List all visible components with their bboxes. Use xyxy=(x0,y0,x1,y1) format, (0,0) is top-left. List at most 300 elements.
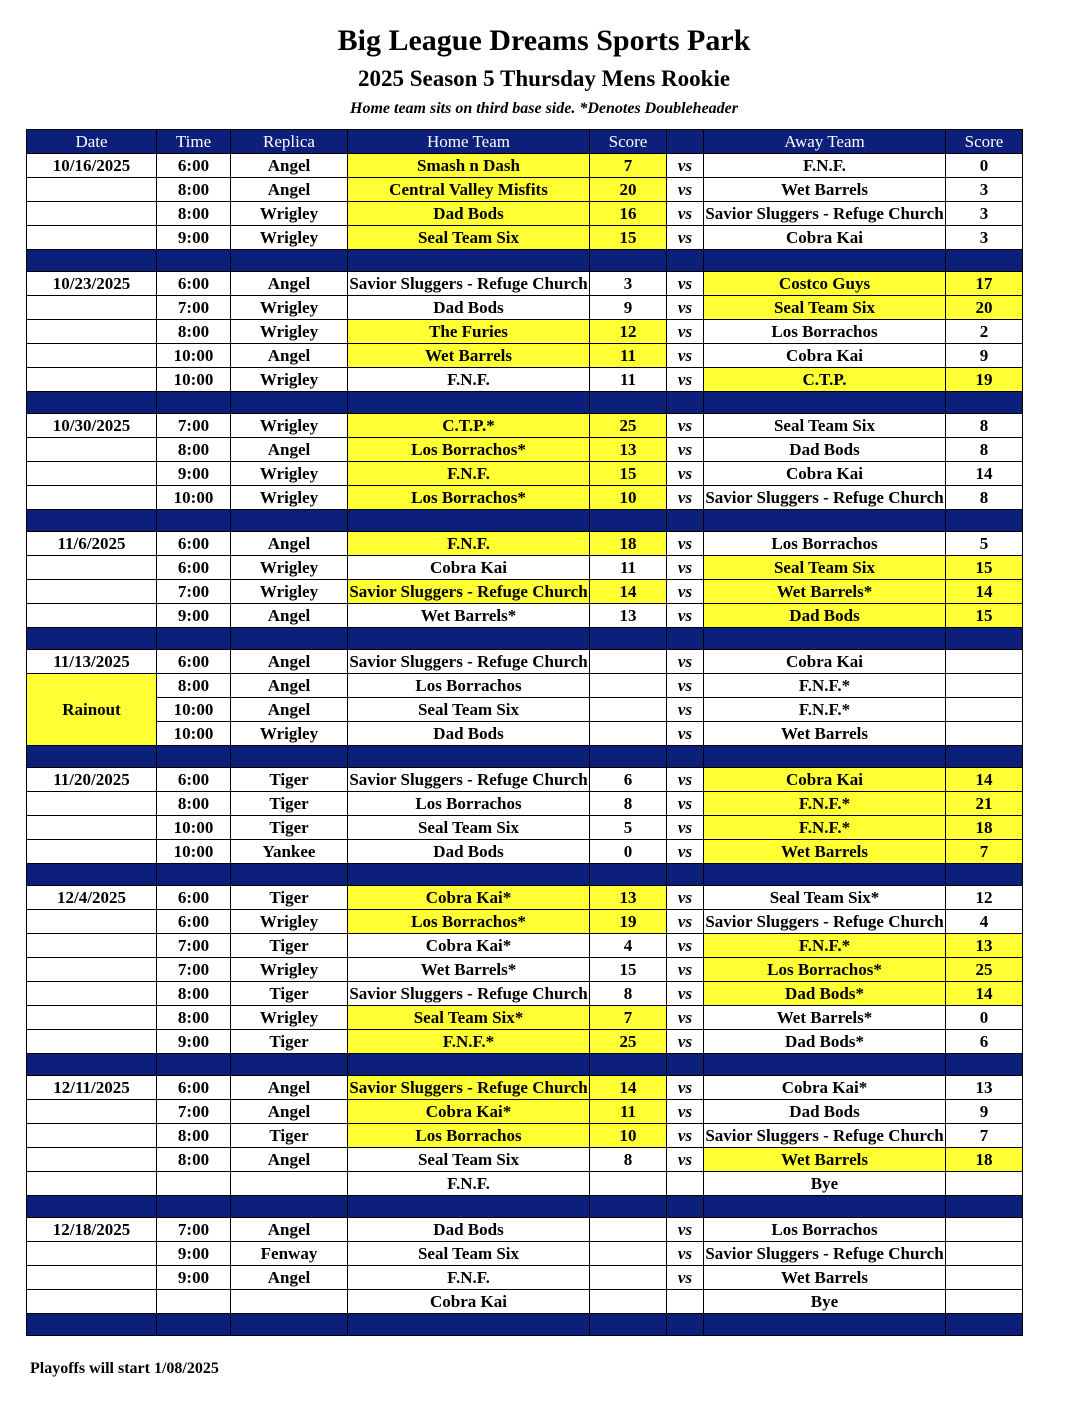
home-team-name: Wet Barrels* xyxy=(420,606,517,625)
separator-cell xyxy=(946,746,1023,768)
table-row xyxy=(27,1266,1023,1290)
away-team xyxy=(704,226,946,250)
game-time: 7:00 xyxy=(157,1218,231,1242)
game-field: Tiger xyxy=(231,1030,348,1054)
away-team-name: C.T.P. xyxy=(802,370,847,389)
away-score: 9 xyxy=(946,1100,1023,1124)
away-score: 8 xyxy=(946,486,1023,510)
separator-cell xyxy=(157,1054,231,1076)
schedule-note: Home team sits on third base side. *Denotes Doubleheader xyxy=(350,100,738,117)
game-time: 7:00 xyxy=(157,580,231,604)
away-team-name: Los Borrachos xyxy=(771,322,878,341)
home-score: 11 xyxy=(590,344,667,368)
home-team-name: Cobra Kai xyxy=(430,558,507,577)
table-row xyxy=(27,604,1023,628)
game-field: Wrigley xyxy=(231,486,348,510)
away-team xyxy=(704,604,946,628)
table-row xyxy=(27,202,1023,226)
away-team xyxy=(704,272,946,296)
home-team-name: Wet Barrels* xyxy=(420,960,517,979)
home-team xyxy=(348,226,590,250)
home-team-name: Savior Sluggers - Refuge Church xyxy=(349,1078,588,1097)
game-date-empty xyxy=(27,816,157,840)
home-team xyxy=(348,532,590,556)
game-field: Wrigley xyxy=(231,296,348,320)
separator-cell xyxy=(946,250,1023,272)
away-team xyxy=(704,1290,946,1314)
away-team-name: Wet Barrels xyxy=(780,724,869,743)
home-team-name: Los Borrachos xyxy=(415,794,522,813)
week-separator xyxy=(27,250,1023,272)
game-field: Angel xyxy=(231,1076,348,1100)
game-time: 9:00 xyxy=(157,1030,231,1054)
away-team-name: Seal Team Six xyxy=(773,558,876,577)
vs-label: vs xyxy=(667,768,704,792)
vs-label: vs xyxy=(667,910,704,934)
game-field: Wrigley xyxy=(231,202,348,226)
vs-label: vs xyxy=(667,368,704,392)
game-field: Wrigley xyxy=(231,722,348,746)
away-team-name: Savior Sluggers - Refuge Church xyxy=(705,1126,944,1145)
separator-cell xyxy=(590,628,667,650)
table-row xyxy=(27,934,1023,958)
week-separator xyxy=(27,864,1023,886)
game-date-empty xyxy=(27,580,157,604)
away-score: 8 xyxy=(946,414,1023,438)
game-time: 9:00 xyxy=(157,1266,231,1290)
away-score xyxy=(946,1266,1023,1290)
home-score xyxy=(590,1242,667,1266)
home-team-name: Los Borrachos xyxy=(415,676,522,695)
home-team-name: Los Borrachos* xyxy=(411,488,526,507)
away-team xyxy=(704,768,946,792)
away-team-name: Cobra Kai* xyxy=(781,1078,868,1097)
home-score: 4 xyxy=(590,934,667,958)
game-time: 8:00 xyxy=(157,792,231,816)
home-team xyxy=(348,1172,590,1196)
home-score: 8 xyxy=(590,982,667,1006)
away-score: 12 xyxy=(946,886,1023,910)
away-team xyxy=(704,344,946,368)
separator-cell xyxy=(946,1196,1023,1218)
vs-label: vs xyxy=(667,792,704,816)
table-row xyxy=(27,1030,1023,1054)
separator-cell xyxy=(704,392,946,414)
away-score: 5 xyxy=(946,532,1023,556)
separator-cell xyxy=(704,864,946,886)
away-score: 4 xyxy=(946,910,1023,934)
separator-cell xyxy=(348,1314,590,1336)
game-date-empty xyxy=(27,296,157,320)
home-team xyxy=(348,462,590,486)
game-field: Fenway xyxy=(231,1242,348,1266)
game-field: Wrigley xyxy=(231,226,348,250)
away-team xyxy=(704,1076,946,1100)
away-team xyxy=(704,1148,946,1172)
game-field: Wrigley xyxy=(231,320,348,344)
vs-label: vs xyxy=(667,722,704,746)
vs-label: vs xyxy=(667,816,704,840)
game-time: 6:00 xyxy=(157,532,231,556)
away-team-name: Wet Barrels xyxy=(780,1150,869,1169)
game-field: Tiger xyxy=(231,816,348,840)
game-time: 6:00 xyxy=(157,1076,231,1100)
separator-cell xyxy=(667,746,704,768)
away-score: 19 xyxy=(946,368,1023,392)
game-time: 6:00 xyxy=(157,272,231,296)
vs-label: vs xyxy=(667,1266,704,1290)
away-score xyxy=(946,1172,1023,1196)
home-team-name: Seal Team Six xyxy=(417,700,520,719)
game-date-empty xyxy=(27,1006,157,1030)
week-separator xyxy=(27,746,1023,768)
home-score: 14 xyxy=(590,1076,667,1100)
home-team xyxy=(348,816,590,840)
home-score: 8 xyxy=(590,1148,667,1172)
home-team xyxy=(348,154,590,178)
vs-label: vs xyxy=(667,674,704,698)
away-team-name: Costco Guys xyxy=(778,274,871,293)
separator-cell xyxy=(157,392,231,414)
game-time: 8:00 xyxy=(157,178,231,202)
game-date-empty xyxy=(27,462,157,486)
game-date-empty xyxy=(27,438,157,462)
vs-label: vs xyxy=(667,604,704,628)
vs-label: vs xyxy=(667,320,704,344)
table-row xyxy=(27,910,1023,934)
game-field: Wrigley xyxy=(231,414,348,438)
separator-cell xyxy=(667,1314,704,1336)
away-score: 13 xyxy=(946,934,1023,958)
separator-cell xyxy=(157,628,231,650)
separator-cell xyxy=(231,1314,348,1336)
vs-label: vs xyxy=(667,1242,704,1266)
game-date-empty xyxy=(27,1100,157,1124)
home-score xyxy=(590,1266,667,1290)
week-separator xyxy=(27,628,1023,650)
home-team xyxy=(348,910,590,934)
home-team xyxy=(348,698,590,722)
game-date-empty xyxy=(27,178,157,202)
game-date: 11/13/2025 xyxy=(27,650,157,674)
home-score: 0 xyxy=(590,840,667,864)
game-time: 7:00 xyxy=(157,958,231,982)
home-score: 5 xyxy=(590,816,667,840)
separator-cell xyxy=(348,1054,590,1076)
home-score: 8 xyxy=(590,792,667,816)
separator-cell xyxy=(590,1314,667,1336)
away-team-name: Wet Barrels xyxy=(780,842,869,861)
away-team-name: Savior Sluggers - Refuge Church xyxy=(705,912,944,931)
game-time: 7:00 xyxy=(157,296,231,320)
game-date-empty xyxy=(27,792,157,816)
home-score xyxy=(590,674,667,698)
game-date-empty xyxy=(27,202,157,226)
table-row xyxy=(27,792,1023,816)
table-row xyxy=(27,368,1023,392)
vs-label: vs xyxy=(667,344,704,368)
home-score xyxy=(590,1172,667,1196)
away-score xyxy=(946,674,1023,698)
game-field: Angel xyxy=(231,604,348,628)
home-team-name: Seal Team Six xyxy=(417,1244,520,1263)
home-team xyxy=(348,650,590,674)
game-date-empty xyxy=(27,1290,157,1314)
home-team-name: Seal Team Six xyxy=(417,228,520,247)
home-score: 10 xyxy=(590,1124,667,1148)
vs-label: vs xyxy=(667,886,704,910)
away-team-name: F.N.F.* xyxy=(798,700,851,719)
away-team-name: Dad Bods xyxy=(789,606,860,625)
away-team-name: Seal Team Six xyxy=(773,298,876,317)
separator-cell xyxy=(667,628,704,650)
separator-cell xyxy=(157,510,231,532)
game-time: 6:00 xyxy=(157,768,231,792)
separator-cell xyxy=(348,746,590,768)
vs-label: vs xyxy=(667,556,704,580)
separator-cell xyxy=(946,1054,1023,1076)
separator-cell xyxy=(704,1196,946,1218)
game-field: Angel xyxy=(231,650,348,674)
separator-cell xyxy=(348,628,590,650)
away-team-name: Bye xyxy=(810,1292,839,1311)
separator-cell xyxy=(27,250,157,272)
away-score: 18 xyxy=(946,1148,1023,1172)
home-score: 7 xyxy=(590,154,667,178)
game-field: Angel xyxy=(231,532,348,556)
vs-label: vs xyxy=(667,958,704,982)
separator-cell xyxy=(704,1054,946,1076)
away-team-name: Wet Barrels xyxy=(780,180,869,199)
separator-cell xyxy=(946,1314,1023,1336)
separator-cell xyxy=(704,746,946,768)
separator-cell xyxy=(590,1196,667,1218)
separator-cell xyxy=(946,628,1023,650)
separator-cell xyxy=(590,392,667,414)
game-field: Wrigley xyxy=(231,958,348,982)
separator-cell xyxy=(667,510,704,532)
away-team-name: Cobra Kai xyxy=(786,228,863,247)
game-time: 10:00 xyxy=(157,698,231,722)
game-time: 10:00 xyxy=(157,816,231,840)
table-header-row xyxy=(27,130,1023,154)
game-field: Wrigley xyxy=(231,556,348,580)
home-score: 15 xyxy=(590,462,667,486)
game-date-empty xyxy=(27,368,157,392)
home-team xyxy=(348,344,590,368)
away-team-name: Cobra Kai xyxy=(786,464,863,483)
away-team xyxy=(704,438,946,462)
away-score: 15 xyxy=(946,604,1023,628)
separator-cell xyxy=(704,628,946,650)
home-score: 9 xyxy=(590,296,667,320)
game-date: 10/23/2025 xyxy=(27,272,157,296)
season-subtitle: 2025 Season 5 Thursday Mens Rookie xyxy=(357,66,731,91)
vs-label: vs xyxy=(667,1218,704,1242)
game-time: 6:00 xyxy=(157,650,231,674)
table-row xyxy=(27,722,1023,746)
home-team xyxy=(348,792,590,816)
separator-cell xyxy=(231,392,348,414)
table-row xyxy=(27,296,1023,320)
game-date: 12/18/2025 xyxy=(27,1218,157,1242)
table-row xyxy=(27,982,1023,1006)
away-score xyxy=(946,722,1023,746)
away-score: 17 xyxy=(946,272,1023,296)
away-team xyxy=(704,1218,946,1242)
game-time: 10:00 xyxy=(157,722,231,746)
game-field: Angel xyxy=(231,272,348,296)
home-score xyxy=(590,698,667,722)
game-date: 10/16/2025 xyxy=(27,154,157,178)
game-date-empty xyxy=(27,604,157,628)
home-team xyxy=(348,958,590,982)
game-field: Angel xyxy=(231,438,348,462)
away-score: 2 xyxy=(946,320,1023,344)
game-date: 11/6/2025 xyxy=(27,532,157,556)
home-score: 13 xyxy=(590,438,667,462)
separator-cell xyxy=(704,1314,946,1336)
table-row xyxy=(27,486,1023,510)
table-row xyxy=(27,840,1023,864)
home-score: 19 xyxy=(590,910,667,934)
away-team xyxy=(704,320,946,344)
away-team-name: Dad Bods* xyxy=(785,1032,864,1051)
away-team-name: Bye xyxy=(810,1174,839,1193)
away-team xyxy=(704,1030,946,1054)
away-team-name: Cobra Kai xyxy=(786,346,863,365)
separator-cell xyxy=(27,1054,157,1076)
separator-cell xyxy=(157,1314,231,1336)
home-team xyxy=(348,768,590,792)
game-time: 8:00 xyxy=(157,674,231,698)
table-row xyxy=(27,556,1023,580)
separator-cell xyxy=(157,746,231,768)
game-time: 10:00 xyxy=(157,840,231,864)
separator-cell xyxy=(27,746,157,768)
away-team-name: F.N.F.* xyxy=(798,794,851,813)
home-team xyxy=(348,674,590,698)
separator-cell xyxy=(348,864,590,886)
away-team xyxy=(704,1100,946,1124)
table-row xyxy=(27,886,1023,910)
away-score xyxy=(946,1242,1023,1266)
home-team-name: Savior Sluggers - Refuge Church xyxy=(349,274,588,293)
away-team xyxy=(704,650,946,674)
home-team-name: Seal Team Six* xyxy=(413,1008,524,1027)
separator-cell xyxy=(667,1054,704,1076)
game-date-empty xyxy=(27,1124,157,1148)
table-row xyxy=(27,272,1023,296)
game-field: Tiger xyxy=(231,934,348,958)
away-team xyxy=(704,958,946,982)
game-date-empty xyxy=(27,1266,157,1290)
col-header-home-team: Home Team xyxy=(348,130,590,154)
away-team-name: Wet Barrels* xyxy=(776,1008,873,1027)
game-time: 6:00 xyxy=(157,910,231,934)
separator-cell xyxy=(667,1196,704,1218)
col-header-vs xyxy=(667,130,704,154)
home-score: 7 xyxy=(590,1006,667,1030)
separator-cell xyxy=(231,746,348,768)
vs-label: vs xyxy=(667,178,704,202)
away-team-name: F.N.F.* xyxy=(798,676,851,695)
vs-label: vs xyxy=(667,1006,704,1030)
away-team-name: Savior Sluggers - Refuge Church xyxy=(705,1244,944,1263)
away-score: 25 xyxy=(946,958,1023,982)
table-row xyxy=(27,1148,1023,1172)
away-team-name: Cobra Kai xyxy=(786,652,863,671)
game-time: 8:00 xyxy=(157,1148,231,1172)
game-date-empty xyxy=(27,226,157,250)
home-score xyxy=(590,1218,667,1242)
separator-cell xyxy=(946,510,1023,532)
home-team-name: Los Borrachos* xyxy=(411,912,526,931)
vs-label: vs xyxy=(667,982,704,1006)
table-row xyxy=(27,154,1023,178)
table-row xyxy=(27,650,1023,674)
table-row xyxy=(27,580,1023,604)
home-team xyxy=(348,368,590,392)
home-team xyxy=(348,320,590,344)
away-team xyxy=(704,368,946,392)
home-team xyxy=(348,1100,590,1124)
home-team xyxy=(348,438,590,462)
separator-cell xyxy=(157,1196,231,1218)
game-date: 10/30/2025 xyxy=(27,414,157,438)
game-date-empty xyxy=(27,1242,157,1266)
away-team-name: Los Borrachos xyxy=(771,534,878,553)
away-score: 20 xyxy=(946,296,1023,320)
away-team-name: F.N.F.* xyxy=(798,936,851,955)
table-row xyxy=(27,768,1023,792)
game-date-empty xyxy=(27,1172,157,1196)
game-time: 9:00 xyxy=(157,1242,231,1266)
table-row xyxy=(27,958,1023,982)
home-score: 3 xyxy=(590,272,667,296)
game-field: Tiger xyxy=(231,1124,348,1148)
game-date-empty xyxy=(27,486,157,510)
away-score: 14 xyxy=(946,982,1023,1006)
game-time xyxy=(157,1172,231,1196)
away-team xyxy=(704,840,946,864)
home-score: 16 xyxy=(590,202,667,226)
game-time: 8:00 xyxy=(157,438,231,462)
away-team xyxy=(704,486,946,510)
table-row xyxy=(27,1242,1023,1266)
away-score xyxy=(946,1218,1023,1242)
home-team-name: Smash n Dash xyxy=(417,156,520,175)
game-time: 10:00 xyxy=(157,368,231,392)
home-team-name: Dad Bods xyxy=(433,842,504,861)
away-team xyxy=(704,414,946,438)
separator-cell xyxy=(667,250,704,272)
home-team xyxy=(348,886,590,910)
vs-label: vs xyxy=(667,532,704,556)
home-team xyxy=(348,722,590,746)
home-team-name: Savior Sluggers - Refuge Church xyxy=(349,652,588,671)
table-row xyxy=(27,816,1023,840)
home-score: 12 xyxy=(590,320,667,344)
table-row xyxy=(27,1218,1023,1242)
col-header-date: Date xyxy=(27,130,157,154)
game-field: Wrigley xyxy=(231,910,348,934)
home-team xyxy=(348,1124,590,1148)
home-team xyxy=(348,580,590,604)
away-team xyxy=(704,674,946,698)
col-header-away-team: Away Team xyxy=(704,130,946,154)
home-score: 11 xyxy=(590,368,667,392)
